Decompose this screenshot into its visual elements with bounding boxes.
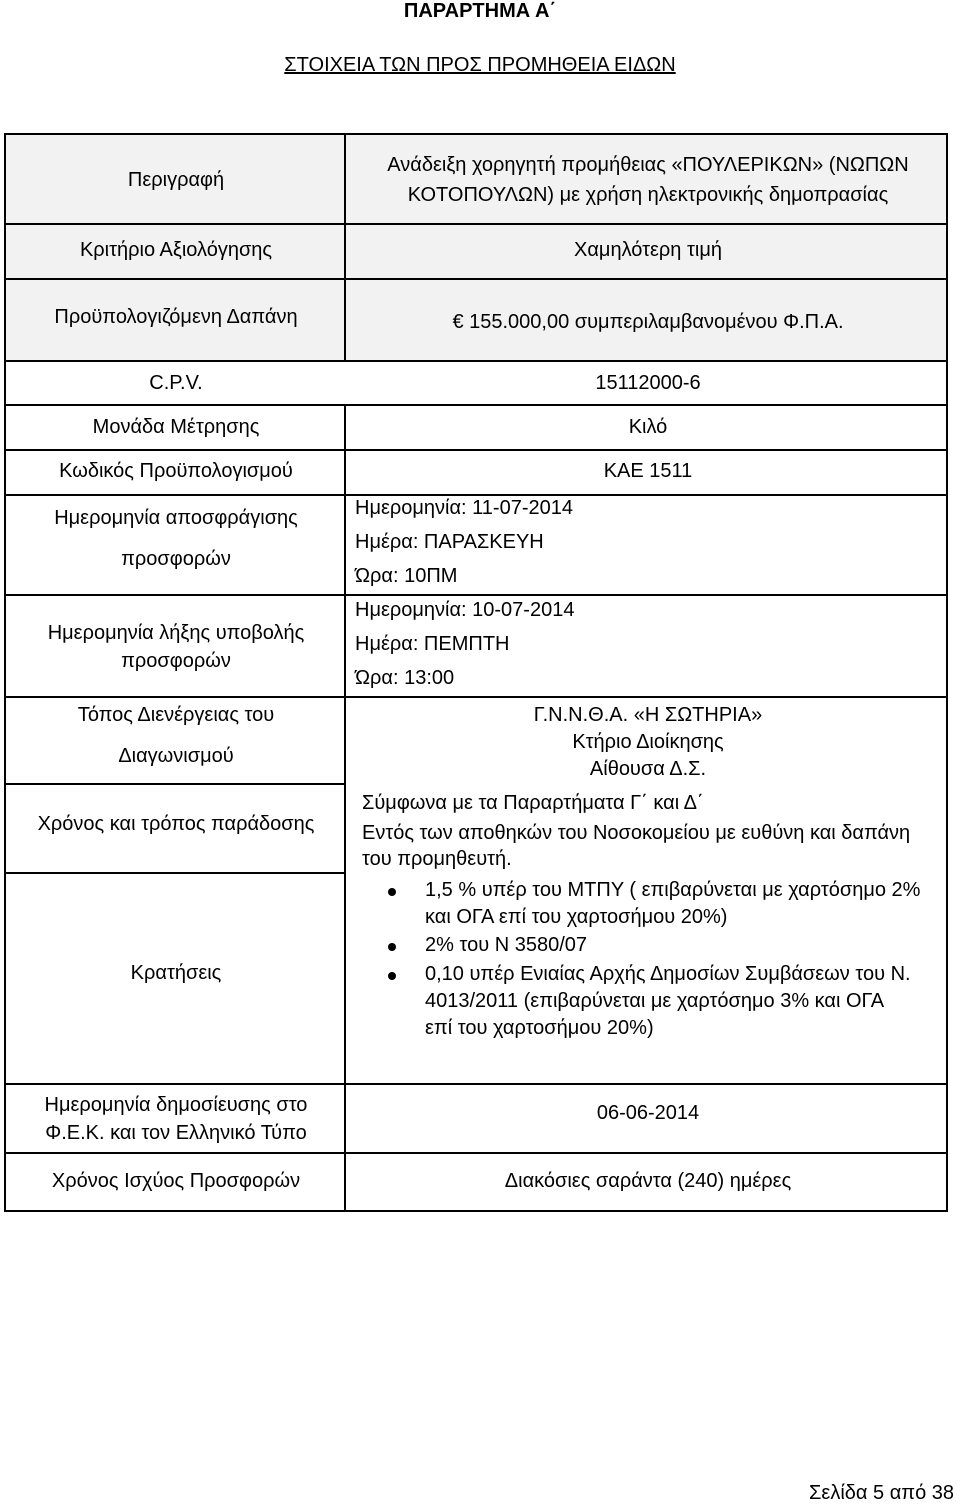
value-unit: Κιλό bbox=[628, 416, 668, 438]
bullet-icon bbox=[388, 888, 396, 896]
deduction-item-1-line1: 1,5 % υπέρ του ΜΤΠΥ ( επιβαρύνεται με χαρτόσημο 2% bbox=[425, 879, 921, 901]
value-delivery-line1: Σύμφωνα με τα Παραρτήματα Γ΄ και Δ΄ bbox=[362, 792, 704, 814]
label-deductions: Κρατήσεις bbox=[130, 962, 222, 984]
row-divider bbox=[4, 449, 948, 451]
label-opening-line1: Ημερομηνία αποσφράγισης bbox=[54, 507, 298, 529]
deduction-item-3-line3: επί του χαρτοσήμου 20%) bbox=[425, 1017, 654, 1039]
label-publication-line2: Φ.Ε.Κ. και τον Ελληνικό Τύπο bbox=[45, 1122, 307, 1144]
value-cpv: 15112000-6 bbox=[595, 372, 701, 394]
label-criterion: Κριτήριο Αξιολόγησης bbox=[79, 239, 273, 261]
deduction-item-3-line1: 0,10 υπέρ Ενιαίας Αρχής Δημοσίων Συμβάσεων του Ν. bbox=[425, 963, 911, 985]
bullet-icon bbox=[388, 972, 396, 980]
value-delivery-line3: του προμηθευτή. bbox=[362, 848, 512, 870]
row-divider bbox=[4, 696, 948, 698]
value-deadline-date: Ημερομηνία: 10-07-2014 bbox=[355, 599, 575, 621]
label-deadline-line1: Ημερομηνία λήξης υποβολής bbox=[47, 622, 305, 644]
label-validity: Χρόνος Ισχύος Προσφορών bbox=[51, 1170, 301, 1192]
row-divider bbox=[4, 223, 948, 225]
page-title: ΠΑΡΑΡΤΗΜΑ Α΄ bbox=[403, 0, 557, 22]
value-description-line1: Ανάδειξη χορηγητή προμήθειας «ΠΟΥΛΕΡΙΚΩΝ» (ΝΩΠΩΝ bbox=[387, 154, 909, 176]
row-divider bbox=[4, 278, 948, 280]
value-venue-line1: Γ.Ν.Ν.Θ.Α. «Η ΣΩΤΗΡΙΑ» bbox=[533, 704, 763, 726]
row-divider bbox=[4, 1152, 948, 1154]
bullet-icon bbox=[388, 943, 396, 951]
label-venue-line2: Διαγωνισμού bbox=[118, 745, 234, 767]
label-venue-line1: Τόπος Διενέργειας του bbox=[77, 704, 275, 726]
row-divider bbox=[4, 360, 948, 362]
value-publication: 06-06-2014 bbox=[596, 1102, 700, 1124]
value-validity: Διακόσιες σαράντα (240) ημέρες bbox=[504, 1170, 792, 1192]
row-divider bbox=[4, 1083, 948, 1085]
label-delivery: Χρόνος και τρόπος παράδοσης bbox=[37, 813, 315, 835]
label-unit: Μονάδα Μέτρησης bbox=[92, 416, 260, 438]
value-opening-time: Ώρα: 10ΠΜ bbox=[355, 565, 458, 587]
col-divider bbox=[946, 133, 948, 1212]
value-venue-line3: Αίθουσα Δ.Σ. bbox=[589, 758, 707, 780]
value-deadline-time: Ώρα: 13:00 bbox=[355, 667, 455, 689]
value-description-line2: ΚΟΤΟΠΟΥΛΩΝ) με χρήση ηλεκτρονικής δημοπρασίας bbox=[407, 184, 889, 206]
value-opening-day: Ημέρα: ΠΑΡΑΣΚΕΥΗ bbox=[355, 531, 544, 553]
value-criterion: Χαμηλότερη τιμή bbox=[574, 239, 722, 261]
value-delivery-line2: Εντός των αποθηκών του Νοσοκομείου με ευθύνη και δαπάνη bbox=[362, 822, 911, 844]
label-opening-line2: προσφορών bbox=[121, 548, 231, 570]
page-number: Σελίδα 5 από 38 bbox=[809, 1482, 954, 1504]
value-deadline-day: Ημέρα: ΠΕΜΠΤΗ bbox=[355, 633, 510, 655]
row-divider bbox=[4, 783, 344, 785]
label-description: Περιγραφή bbox=[127, 169, 225, 191]
deduction-item-1-line2: και ΟΓΑ επί του χαρτοσήμου 20%) bbox=[425, 906, 728, 928]
row-divider bbox=[4, 404, 948, 406]
row-divider bbox=[4, 133, 948, 135]
row-divider bbox=[4, 872, 344, 874]
specs-table bbox=[4, 133, 948, 1212]
label-deadline-line2: προσφορών bbox=[121, 650, 231, 672]
value-opening-date: Ημερομηνία: 11-07-2014 bbox=[355, 497, 573, 519]
row-divider bbox=[4, 1210, 948, 1212]
label-budget-code: Κωδικός Προϋπολογισμού bbox=[59, 460, 293, 482]
label-publication-line1: Ημερομηνία δημοσίευσης στο bbox=[44, 1094, 308, 1116]
label-cpv: C.P.V. bbox=[149, 372, 203, 394]
col-divider bbox=[4, 133, 6, 1212]
deduction-item-2-line1: 2% του Ν 3580/07 bbox=[425, 934, 587, 956]
value-budget: € 155.000,00 συμπεριλαμβανομένου Φ.Π.Α. bbox=[452, 311, 844, 333]
value-venue-line2: Κτήριο Διοίκησης bbox=[572, 731, 724, 753]
col-divider bbox=[344, 404, 346, 1212]
value-budget-code: ΚΑΕ 1511 bbox=[603, 460, 693, 482]
col-divider bbox=[344, 133, 346, 360]
deduction-item-3-line2: 4013/2011 (επιβαρύνεται με χαρτόσημο 3% και ΟΓΑ bbox=[425, 990, 885, 1012]
page-subtitle: ΣΤΟΙΧΕΙΑ ΤΩΝ ΠΡΟΣ ΠΡΟΜΗΘΕΙΑ ΕΙΔΩΝ bbox=[284, 54, 676, 76]
label-budget: Προϋπολογιζόμενη Δαπάνη bbox=[54, 306, 298, 328]
